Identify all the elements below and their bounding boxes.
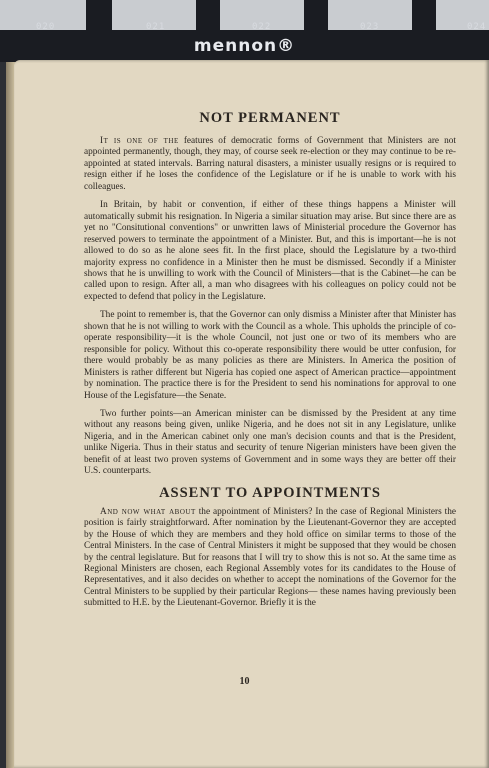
frame-number: 020 <box>36 22 56 32</box>
frame-number: 021 <box>146 22 166 32</box>
film-strip <box>0 0 489 62</box>
frame-number: 023 <box>360 22 380 32</box>
frame-number: 022 <box>252 22 272 32</box>
paragraph <box>84 507 456 610</box>
paragraph-lead: And now what about <box>100 506 196 517</box>
brand-logo: mennon® <box>193 36 296 56</box>
paragraph-lead: It is one of the <box>100 136 179 146</box>
frame-number: 024 <box>467 22 487 32</box>
paragraph: In Britain, by habit or convention, if either of these things happens a Minister will automatically submit his resignation. In Nigeria a similar situation may arise. But since there are as yet no "Consitutional conventions" or unwritten laws of Ministerial procedure the Governor has reserved powers to terminate the appointment of a Minister. But, and this is important—he is not allowed to do so as he alone sees fit. In the first place, should the Legislature by a two-third majority express no confidence in a Minister then he must be dismissed. Secondly if a Minister shows that he is unwilling to work with the Council of Ministers—that is the Cabinet—he can be called upon to resign. After all, a man who disagrees with his colleagues on policy could not be expected to defend that policy in the Legislature. <box>84 200 456 302</box>
section-title: NOT PERMANENT <box>199 110 341 126</box>
paragraph: The point to remember is, that the Governor can only dismiss a Minister after that Minister has shown that he is not willing to work with the Council as a whole. This upholds the principle of co-operate responsibility—it is the whole Council, not just one or two of its members who are responsible for policy. Without this co-operate responsibility there would be utter confusion, for there would probably be as many policies as there are Ministers. In America the position of Ministers is rather different but Nigeria has copied one aspect of American practice—appointment by nomination. The practice there is for the President to send his nominations for approval to one House of the Legisfature—the Senate. <box>84 310 456 401</box>
paragraph-text: the appointment of Ministers? In the case of Regional Ministers the position is fairly straightforward. After nomination by the Lieutenant-Governor they are accepted by the House of which they are members and they hold office on similar terms to those of the Central Ministers. In the case of Central Ministers it might be supposed that they would be chosen by the central legislature. But for reasons that I will try to show this is not so. At the same time as Regional Ministers are chosen, each Regional Assembly votes for its candidates to the House of Representatives, and it also decides on whether to accept the nominations of the Governor for the Central Ministers to be supplied by their particular Regions— these names having previously been submitted to H.E. by the Lieutenant-Governor. Briefly it is the <box>84 506 457 609</box>
page-content <box>84 110 456 617</box>
page-number: 10 <box>239 676 250 687</box>
paragraph <box>84 136 456 193</box>
paragraph-text: features of democratic forms of Government that Ministers are not appointed permanently, though, they may, of course seek re-election or they may continue to be re-appointed at stated intervals. Barring natural disasters, a minister usually resigns or is required to resign either if he loses the confidence of the Legislature or if he is unable to work with his colleagues. <box>84 136 456 192</box>
section-subtitle: ASSENT TO APPOINTMENTS <box>159 484 381 501</box>
paragraph: Two further points—an American minister can be dismissed by the President at any time without any reasons being given, unlike Nigeria, and he does not sit in any Legislature, unlike Nigeria, and in the American cabinet only one man's decision counts and that is the President, unlike Nigeria. Thus in their status and security of tenure Nigerian ministers have been given the benefit of at least two proven systems of Government and in some ways they are better off their U.S. counterparts. <box>84 408 456 477</box>
